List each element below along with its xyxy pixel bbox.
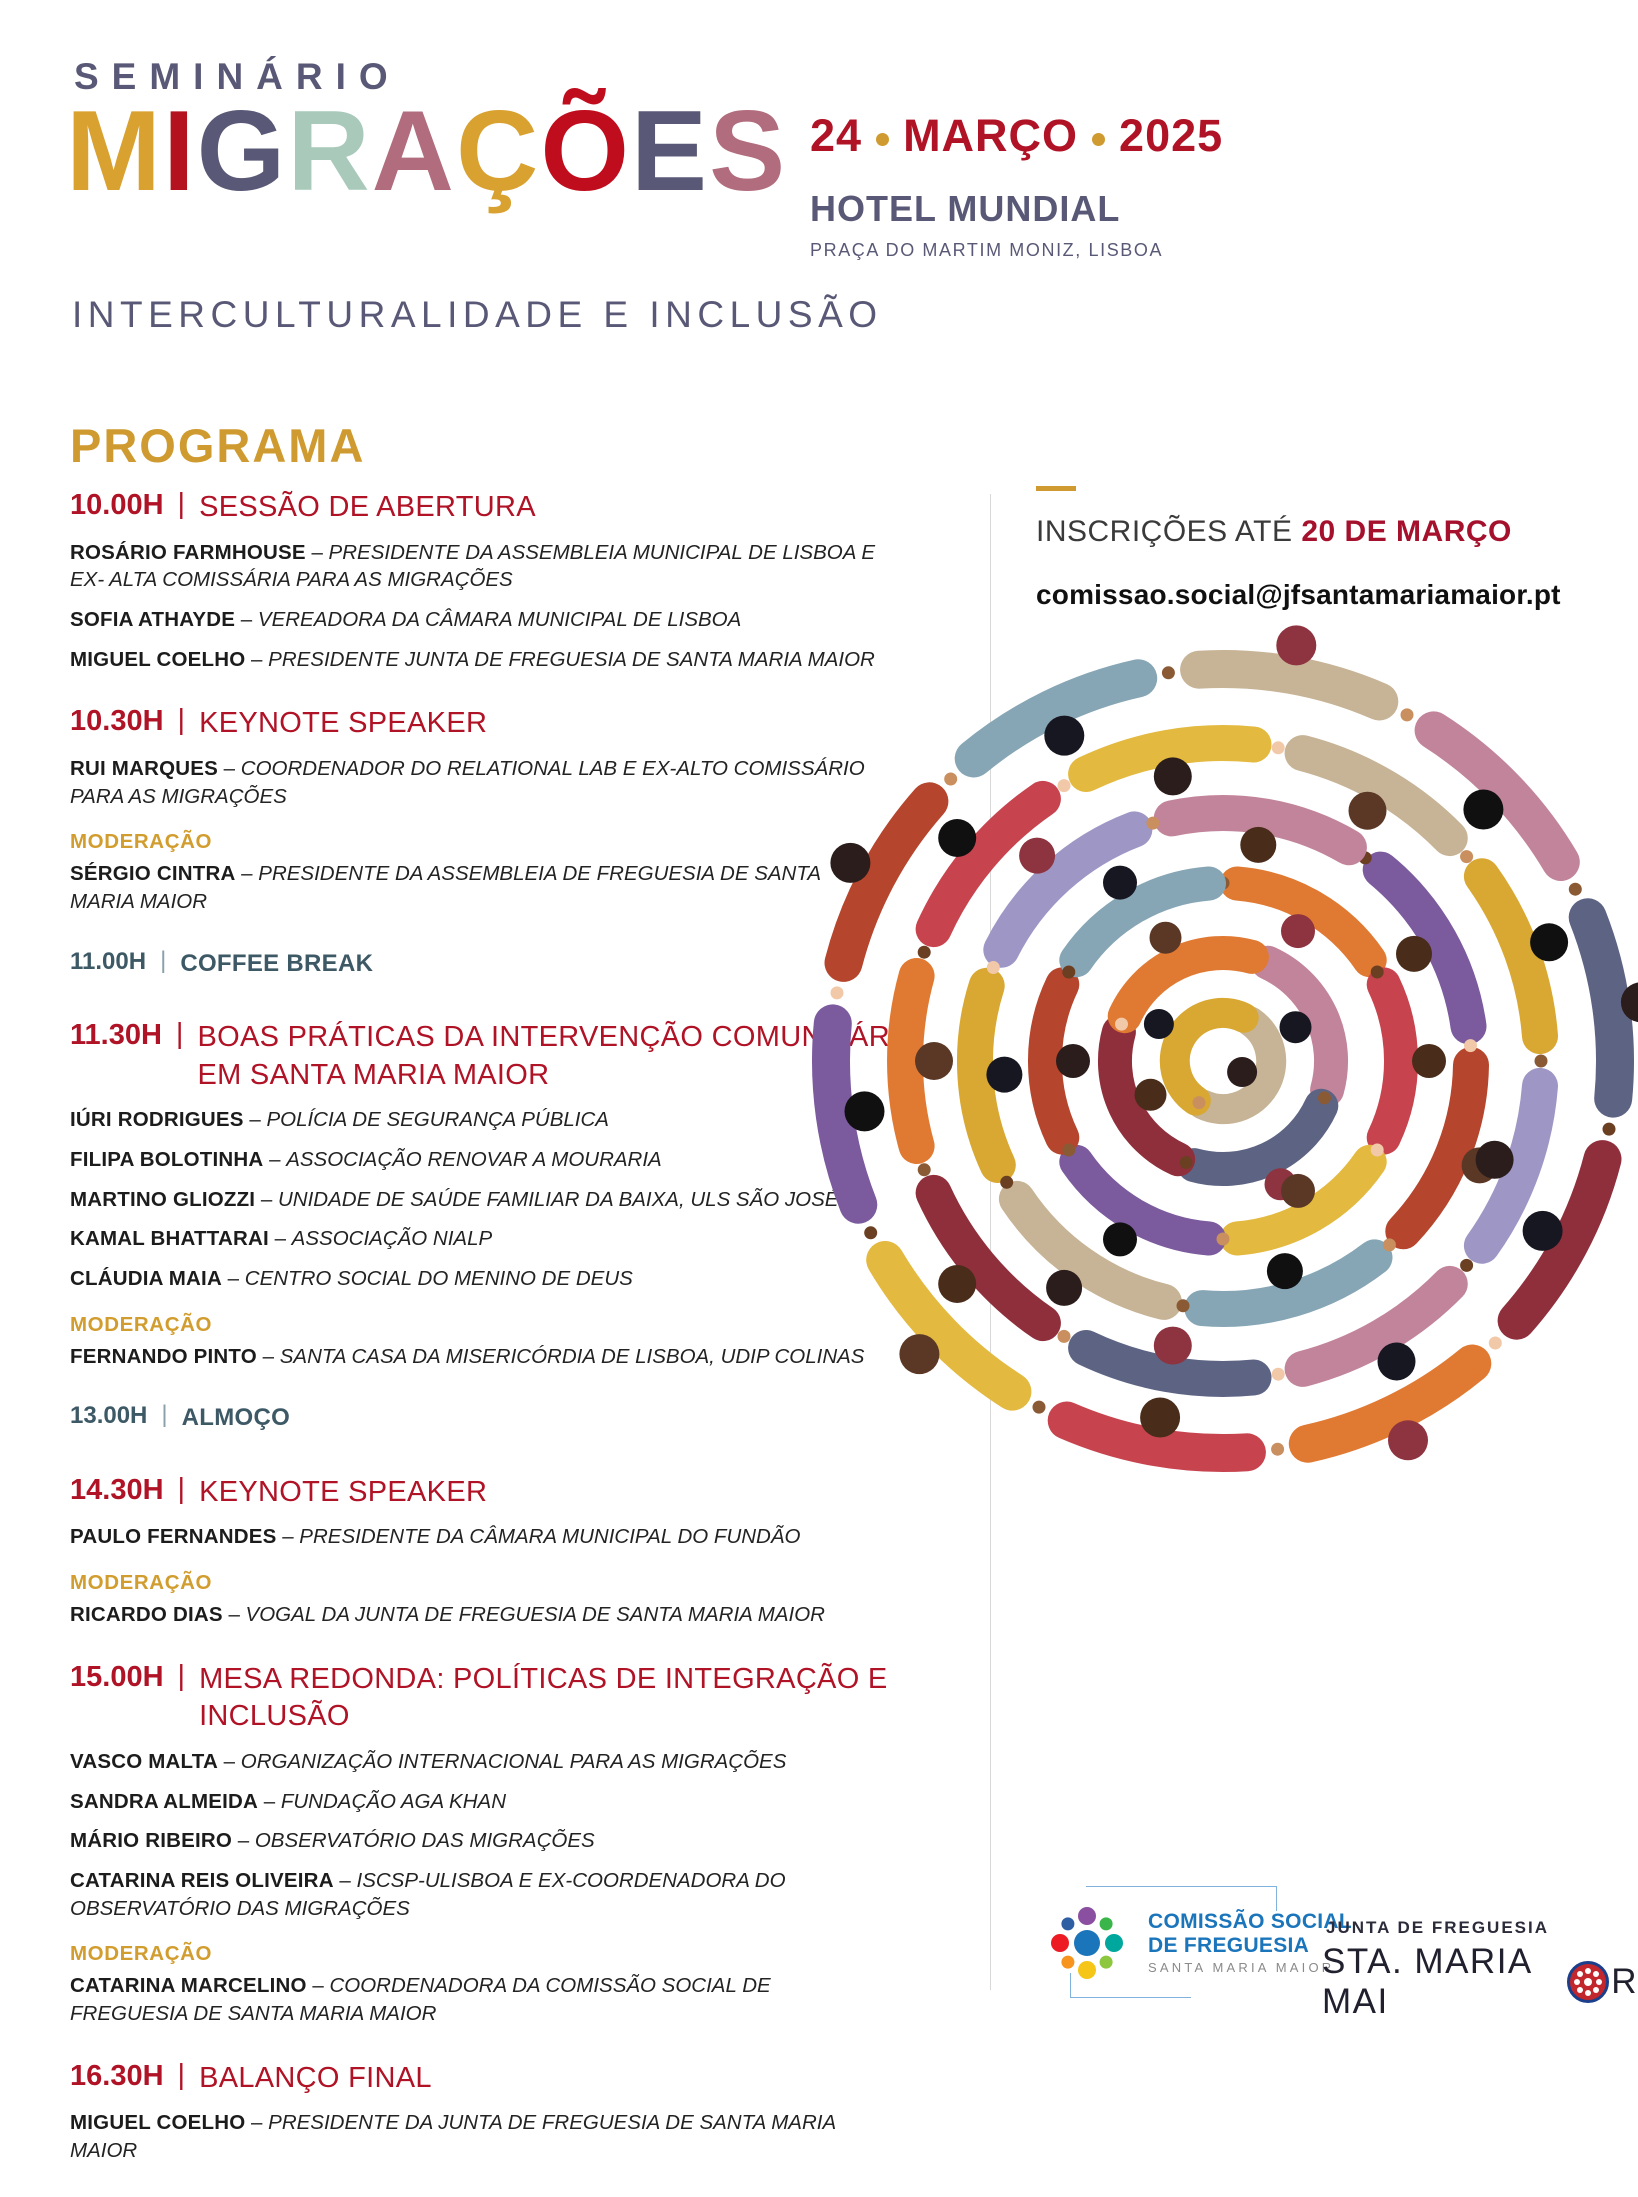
session-time: 11.30H [70, 1018, 162, 1051]
ring-dot [1061, 1917, 1074, 1930]
comissao-social-line2: DE FREGUESIA [1148, 1933, 1310, 1957]
joined-hands [1371, 966, 1384, 979]
joined-hands [918, 946, 931, 959]
ring-dot [1100, 1956, 1113, 1969]
session-title: BALANÇO FINAL [199, 2061, 432, 2094]
speaker-line [70, 1827, 880, 1855]
joined-hands [1535, 1055, 1548, 1068]
speaker-role: PRESIDENTE JUNTA DE FREGUESIA DE SANTA MARIA MAIOR [268, 647, 875, 671]
speaker-separator: – [258, 1789, 281, 1813]
speaker-name: RICARDO DIAS [70, 1602, 223, 1626]
session-title: COFFEE BREAK [180, 949, 374, 977]
program-heading: PROGRAMA [70, 419, 366, 472]
speaker-separator: – [245, 2111, 269, 2135]
speaker-role: ASSOCIAÇÃO RENOVAR A MOURARIA [286, 1147, 662, 1171]
session-heading [70, 2060, 950, 2098]
people-circle-illustration [788, 636, 1638, 1484]
speaker-line [70, 1186, 880, 1214]
person-head [938, 819, 976, 857]
ring-dot [1105, 1934, 1123, 1952]
session-heading-pipe: | [177, 488, 186, 520]
joined-hands [1489, 1337, 1502, 1350]
speaker-name: VASCO MALTA [70, 1749, 218, 1773]
speaker-line [70, 2109, 880, 2164]
speaker-separator: – [235, 862, 259, 886]
session-title: KEYNOTE SPEAKER [199, 707, 488, 740]
speaker-role: ORGANIZAÇÃO INTERNACIONAL PARA AS MIGRAÇÕES [240, 1749, 787, 1773]
comissao-social-logo [1040, 1896, 1352, 1990]
speaker-role: PRESIDENTE DA CÂMARA MUNICIPAL DO FUNDÃO [299, 1525, 801, 1549]
people-circle-svg [788, 636, 1638, 1484]
title-letter: S [709, 88, 788, 215]
speaker-line [70, 1523, 880, 1551]
moderation-label: MODERAÇÃO [70, 1942, 213, 1966]
person-head [845, 1091, 885, 1131]
speaker-role: PRESIDENTE DA JUNTA DE FREGUESIA DE SANTA MARIA MAIOR [70, 2111, 836, 2162]
registration-label: INSCRIÇÕES ATÉ [1036, 515, 1293, 548]
person-body [1588, 917, 1615, 1098]
joined-hands [1146, 817, 1159, 830]
event-date-year: 2025 [1119, 110, 1224, 161]
session-title: SESSÃO DE ABERTURA [199, 491, 536, 523]
person-body [1199, 669, 1379, 702]
comissao-social-dots-icon [1040, 1896, 1134, 1990]
speaker-name: IÚRI RODRIGUES [70, 1108, 244, 1132]
joined-hands [944, 773, 957, 786]
joined-hands [1569, 883, 1582, 896]
person-head [1530, 923, 1568, 961]
title-letter: R [287, 88, 372, 215]
speaker-name: MIGUEL COELHO [70, 647, 246, 671]
session-heading-pipe: | [177, 1659, 186, 1692]
session-time: 11.00H [70, 947, 147, 975]
person-body [1482, 876, 1540, 1036]
seminar-kicker: SEMINÁRIO [74, 56, 401, 97]
speaker-role: ASSOCIAÇÃO NIALP [291, 1227, 493, 1251]
joined-hands [1272, 1368, 1285, 1381]
event-info [810, 110, 1223, 261]
comissao-social-line1: COMISSÃO SOCIAL [1148, 1910, 1353, 1934]
junta-name-before: STA. MARIA MAI [1322, 1942, 1531, 2021]
speaker-line [70, 860, 880, 915]
logo-bracket-bottom [1070, 1973, 1191, 1998]
speaker-name: CLÁUDIA MAIA [70, 1267, 222, 1290]
title-letter: I [162, 88, 197, 215]
person-head [1523, 1211, 1563, 1251]
speaker-name: FERNANDO PINTO [70, 1344, 257, 1368]
joined-hands [1401, 708, 1414, 721]
session-16.30H [70, 2060, 950, 2165]
ring-dot [1051, 1934, 1069, 1952]
person-head [1396, 936, 1432, 972]
speaker-separator: – [305, 540, 329, 564]
session-heading-pipe: | [161, 1401, 168, 1429]
person-head [1056, 1044, 1090, 1078]
session-heading-pipe: | [175, 1017, 184, 1050]
title-letter: G [196, 88, 288, 215]
person-head [1019, 838, 1055, 874]
registration-deadline-line [1036, 515, 1616, 549]
speaker-role: CENTRO SOCIAL DO MENINO DE DEUS [244, 1267, 633, 1290]
joined-hands [1460, 850, 1473, 863]
speaker-line [70, 606, 880, 634]
speaker-separator: – [333, 1868, 357, 1892]
speaker-role: PRESIDENTE DA ASSEMBLEIA MUNICIPAL DE LISBOA E EX- ALTA COMISSÁRIA PARA AS MIGRAÇÕES [70, 540, 875, 592]
joined-hands [1271, 1443, 1284, 1456]
person-head [1150, 922, 1182, 954]
speaker-line [70, 1601, 880, 1629]
speaker-name: RUI MARQUES [70, 757, 218, 781]
registration-deadline: 20 DE MARÇO [1301, 515, 1512, 548]
speaker-separator: – [235, 608, 258, 632]
speaker-line [70, 1265, 880, 1293]
session-heading-pipe: | [177, 704, 186, 737]
speaker-role: SANTA CASA DA MISERICÓRDIA DE LISBOA, UDIP COLINAS [279, 1344, 865, 1368]
event-date-month: MARÇO [903, 110, 1079, 161]
person-head [1154, 1327, 1192, 1365]
joined-hands [831, 986, 844, 999]
joined-hands [1217, 1233, 1230, 1246]
ring-dot [1100, 1917, 1113, 1930]
event-date [810, 110, 1223, 162]
date-separator-dot [1092, 133, 1105, 146]
person-head [1154, 757, 1192, 795]
person-head [830, 843, 870, 883]
speaker-separator: – [217, 757, 241, 781]
speaker-role: PRESIDENTE DA ASSEMBLEIA DE FREGUESIA DE SANTA MARIA MAIOR [70, 862, 821, 914]
session-time: 10.00H [70, 489, 164, 521]
speaker-role: VOGAL DA JUNTA DE FREGUESIA DE SANTA MARIA MAIOR [245, 1602, 825, 1626]
subtitle: INTERCULTURALIDADE E INCLUSÃO [72, 294, 883, 335]
moderation-label: MODERAÇÃO [70, 1312, 213, 1336]
person-head [1044, 716, 1084, 756]
person-head [1046, 1270, 1082, 1306]
title-letter: A [371, 88, 456, 215]
joined-hands [918, 1163, 931, 1176]
event-venue: HOTEL MUNDIAL [810, 188, 1121, 229]
person-head [1463, 790, 1503, 830]
session-heading [70, 489, 950, 527]
joined-hands [1062, 966, 1075, 979]
speaker-name: MIGUEL COELHO [70, 2111, 246, 2135]
speaker-name: SOFIA ATHAYDE [70, 608, 236, 632]
person-head [938, 1265, 976, 1303]
session-time: 13.00H [70, 1402, 148, 1430]
event-address: PRAÇA DO MARTIM MONIZ, LISBOA [810, 240, 1164, 260]
person-head [1388, 1420, 1428, 1460]
joined-hands [1383, 1238, 1396, 1251]
speaker-name: SANDRA ALMEIDA [70, 1789, 259, 1813]
joined-hands [1115, 1018, 1128, 1031]
junta-name-after: R [1611, 1962, 1638, 2001]
speaker-separator: – [232, 1829, 255, 1853]
joined-hands [1464, 1039, 1477, 1052]
junta-freguesia-name [1322, 1942, 1638, 2022]
title-letter: M [66, 88, 163, 215]
speaker-line [70, 1225, 880, 1253]
joined-hands [1033, 1401, 1046, 1414]
registration-email: comissao.social@jfsantamariamaior.pt [1036, 579, 1561, 610]
joined-hands [1177, 1299, 1190, 1312]
speaker-separator: – [221, 1267, 245, 1290]
speaker-separator: – [243, 1108, 267, 1132]
speaker-line [70, 646, 880, 674]
speaker-line [70, 1788, 880, 1816]
person-body [905, 976, 917, 1146]
session-time: 10.30H [70, 705, 164, 738]
person-head [1412, 1044, 1446, 1078]
person-head [1280, 1011, 1312, 1043]
person-head [1144, 1009, 1174, 1039]
speaker-line [70, 1106, 880, 1134]
speaker-name: SÉRGIO CINTRA [70, 862, 236, 886]
person-body [1384, 984, 1401, 1137]
joined-hands [987, 961, 1000, 974]
speaker-role: FUNDAÇÃO AGA KHAN [280, 1789, 507, 1813]
session-time: 16.30H [70, 2059, 164, 2092]
session-15.00H [70, 1661, 950, 2028]
speaker-line [70, 539, 880, 594]
joined-hands [864, 1226, 877, 1239]
person-head [1276, 625, 1316, 665]
speaker-name: FILIPA BOLOTINHA [70, 1147, 264, 1171]
person-head [1103, 866, 1137, 900]
gold-dash [1036, 486, 1076, 491]
logo-bracket-top [1086, 1886, 1277, 1911]
speaker-separator: – [217, 1749, 241, 1773]
joined-hands [1000, 1176, 1013, 1189]
session-heading [70, 1661, 950, 1736]
center-dot [1074, 1930, 1100, 1956]
registration-block [1036, 486, 1616, 611]
speaker-separator: – [245, 647, 269, 671]
comissao-social-line3: SANTA MARIA MAIOR [1148, 1960, 1335, 1976]
session-title: KEYNOTE SPEAKER [199, 1475, 488, 1508]
session-heading-pipe: | [177, 1472, 186, 1505]
title-letter: Õ [540, 88, 632, 215]
title-letter: E [631, 88, 710, 215]
person-head [1103, 1222, 1137, 1256]
person-head [1281, 1174, 1315, 1208]
speaker-role: OBSERVATÓRIO DAS MIGRAÇÕES [254, 1829, 595, 1853]
joined-hands [1318, 1091, 1331, 1104]
speaker-separator: – [256, 1344, 280, 1368]
speaker-separator: – [276, 1525, 300, 1549]
speaker-separator: – [255, 1187, 278, 1211]
speaker-name: ROSÁRIO FARMHOUSE [70, 540, 306, 564]
speaker-name: PAULO FERNANDES [70, 1525, 277, 1549]
session-14.30H [70, 1474, 950, 1629]
speaker-line [70, 1867, 880, 1922]
joined-hands [1371, 1144, 1384, 1157]
session-title: BOAS PRÁTICAS DA INTERVENÇÃO COMUNITÁRIA EM SANTA MARIA MAIOR [197, 1020, 917, 1091]
session-heading-pipe: | [160, 946, 167, 974]
moderation-label: MODERAÇÃO [70, 830, 213, 854]
session-title: ALMOÇO [181, 1404, 291, 1432]
person-head [1135, 1079, 1167, 1111]
session-title: MESA REDONDA: POLÍTICAS DE INTEGRAÇÃO E INCLUSÃO [199, 1662, 888, 1733]
joined-hands [1058, 779, 1071, 792]
speaker-separator: – [263, 1147, 287, 1171]
person-head [1240, 827, 1276, 863]
title-letter: Ç [456, 88, 541, 215]
speaker-line [70, 1343, 880, 1371]
joined-hands [1058, 1330, 1071, 1343]
joined-hands [1062, 1144, 1075, 1157]
person-body [844, 801, 930, 963]
person-head [1349, 792, 1387, 830]
speaker-role: COORDENADOR DO RELATIONAL LAB E EX-ALTO COMISSÁRIO PARA AS MIGRAÇÕES [70, 757, 865, 808]
speaker-name: KAMAL BHATTARAI [70, 1227, 269, 1251]
speaker-separator: – [268, 1227, 292, 1251]
joined-hands [1162, 666, 1175, 679]
speaker-role: VEREADORA DA CÂMARA MUNICIPAL DE LISBOA [257, 608, 742, 632]
session-heading-pipe: | [177, 2058, 186, 2091]
person-head [1378, 1343, 1416, 1381]
speaker-separator: – [306, 1974, 330, 1998]
joined-hands [1180, 1156, 1193, 1169]
speaker-name: CATARINA REIS OLIVEIRA [70, 1868, 334, 1892]
joined-hands [1460, 1259, 1473, 1272]
speaker-role: COORDENADORA DA COMISSÃO SOCIAL DE FREGUESIA DE SANTA MARIA MAIOR [70, 1974, 771, 2025]
joined-hands [1272, 741, 1285, 754]
person-head [1140, 1398, 1180, 1438]
speaker-role: POLÍCIA DE SEGURANÇA PÚBLICA [266, 1108, 609, 1132]
session-time: 15.00H [70, 1660, 164, 1693]
person-body [1175, 1013, 1244, 1101]
person-head [1476, 1141, 1514, 1179]
speaker-name: CATARINA MARCELINO [70, 1974, 307, 1998]
date-separator-dot [876, 133, 889, 146]
speaker-separator: – [222, 1602, 246, 1626]
joined-hands [1193, 1096, 1206, 1109]
person-head [899, 1334, 939, 1374]
ring-dot [1061, 1956, 1074, 1969]
person-head [1227, 1057, 1257, 1087]
speaker-line [70, 1748, 880, 1776]
event-date-day: 24 [810, 110, 863, 161]
person-head [1267, 1253, 1303, 1289]
speaker-name: MÁRIO RIBEIRO [70, 1829, 233, 1853]
person-head [986, 1057, 1022, 1093]
speaker-line [70, 1146, 880, 1174]
speaker-line [70, 1972, 880, 2027]
moderation-label: MODERAÇÃO [70, 1570, 213, 1594]
speaker-name: MARTINO GLIOZZI [70, 1187, 256, 1211]
rosette-icon [1567, 1961, 1609, 2003]
person-head [915, 1042, 953, 1080]
junta-freguesia-label: JUNTA DE FREGUESIA [1326, 1918, 1550, 1937]
title [66, 88, 788, 215]
speaker-line [70, 755, 880, 810]
joined-hands [1603, 1123, 1616, 1136]
junta-freguesia-logo [1322, 1918, 1638, 2022]
speaker-role: UNIDADE DE SAÚDE FAMILIAR DA BAIXA, ULS SÃO JOSÉ [278, 1187, 839, 1211]
person-head [1281, 914, 1315, 948]
speaker-role: ISCSP-ULISBOA E EX-COORDENADORA DO OBSERVATÓRIO DAS MIGRAÇÕES [70, 1868, 786, 1920]
session-time: 14.30H [70, 1473, 164, 1506]
